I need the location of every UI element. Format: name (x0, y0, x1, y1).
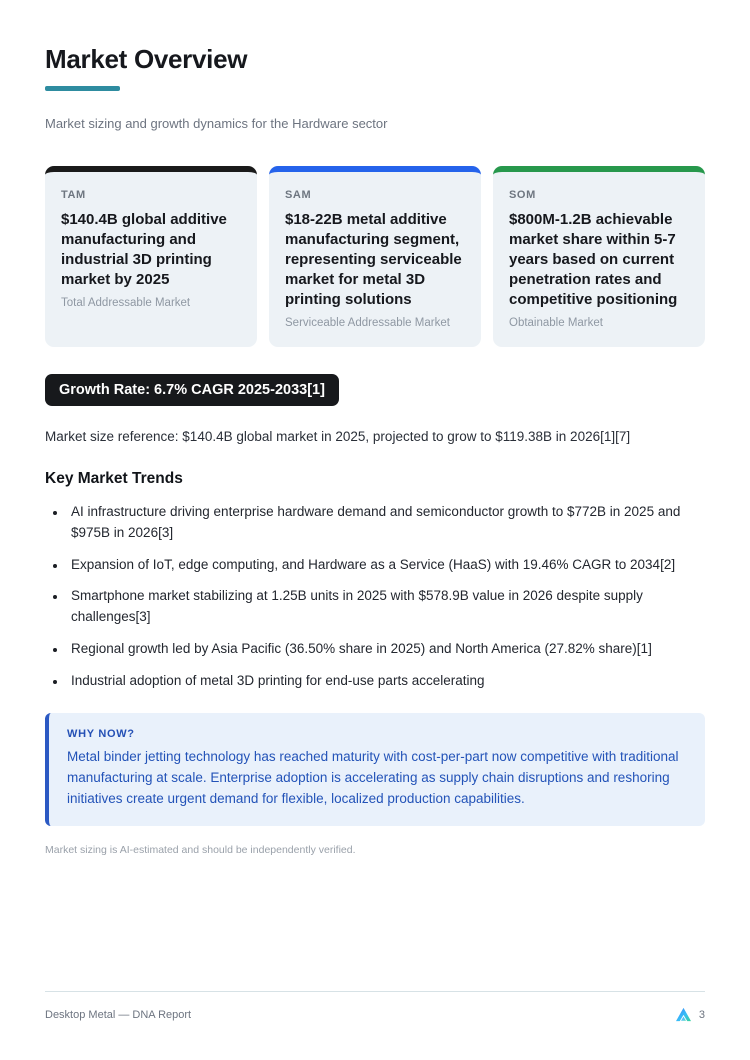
som-sublabel: Obtainable Market (509, 316, 603, 329)
som-card (493, 166, 705, 347)
tam-card (45, 166, 257, 347)
sam-sublabel: Serviceable Addressable Market (285, 316, 450, 329)
ai-disclaimer: Market sizing is AI-estimated and should be independently verified. (45, 843, 356, 856)
trend-item: • AI infrastructure driving enterprise hardware demand and semiconductor growth to $772B in 2025 and $975B in 2026[3] (67, 502, 705, 544)
footer-divider (45, 991, 705, 992)
page-title: Market Overview (45, 44, 248, 74)
footer-report-title: Desktop Metal — DNA Report (45, 1008, 192, 1021)
title-underline (45, 86, 120, 91)
growth-rate-badge: Growth Rate: 6.7% CAGR 2025-2033[1] (45, 374, 339, 406)
som-label: SOM (509, 189, 536, 201)
why-now-text: Metal binder jetting technology has reached maturity with cost-per-part now competitive with traditional manufacturing at scale. Enterprise adoption is accelerating as supply chain disruptions and reshoring initiatives create urgent demand for flexible, localized production capabilities. (67, 749, 679, 806)
trends-list (45, 502, 705, 692)
page-number: 3 (698, 1008, 705, 1021)
tam-value: $140.4B global additive manufacturing and industrial 3D printing market by 2025 (61, 211, 227, 288)
page-subtitle: Market sizing and growth dynamics for the Hardware sector (45, 116, 388, 131)
tam-sublabel: Total Addressable Market (61, 296, 191, 309)
key-market-trends-heading: Key Market Trends (45, 469, 183, 487)
trend-item: • Smartphone market stabilizing at 1.25B units in 2025 with $578.9B value in 2026 despite supply challenges[3] (67, 586, 705, 628)
why-now-callout (45, 713, 705, 826)
market-size-reference: Market size reference: $140.4B global market in 2025, projected to grow to $119.38B in 2026[1][7] (45, 428, 631, 444)
page-footer (45, 991, 705, 1022)
market-metric-cards (45, 166, 705, 347)
brand-logo-icon (675, 1007, 692, 1022)
why-now-label: WHY NOW? (67, 728, 135, 741)
trend-item: • Industrial adoption of metal 3D printing for end-use parts accelerating (67, 671, 705, 692)
trend-item: • Expansion of IoT, edge computing, and Hardware as a Service (HaaS) with 19.46% CAGR to 2034[2] (67, 555, 705, 576)
tam-label: TAM (61, 189, 86, 201)
sam-value: $18-22B metal additive manufacturing segment, representing serviceable market for metal 3D printing solutions (285, 211, 462, 308)
sam-card (269, 166, 481, 347)
som-value: $800M-1.2B achievable market share within 5-7 years based on current penetration rates and competitive positioning (509, 211, 678, 308)
trend-item: • Regional growth led by Asia Pacific (36.50% share in 2025) and North America (27.82% share)[1] (67, 639, 705, 660)
sam-label: SAM (285, 189, 312, 201)
